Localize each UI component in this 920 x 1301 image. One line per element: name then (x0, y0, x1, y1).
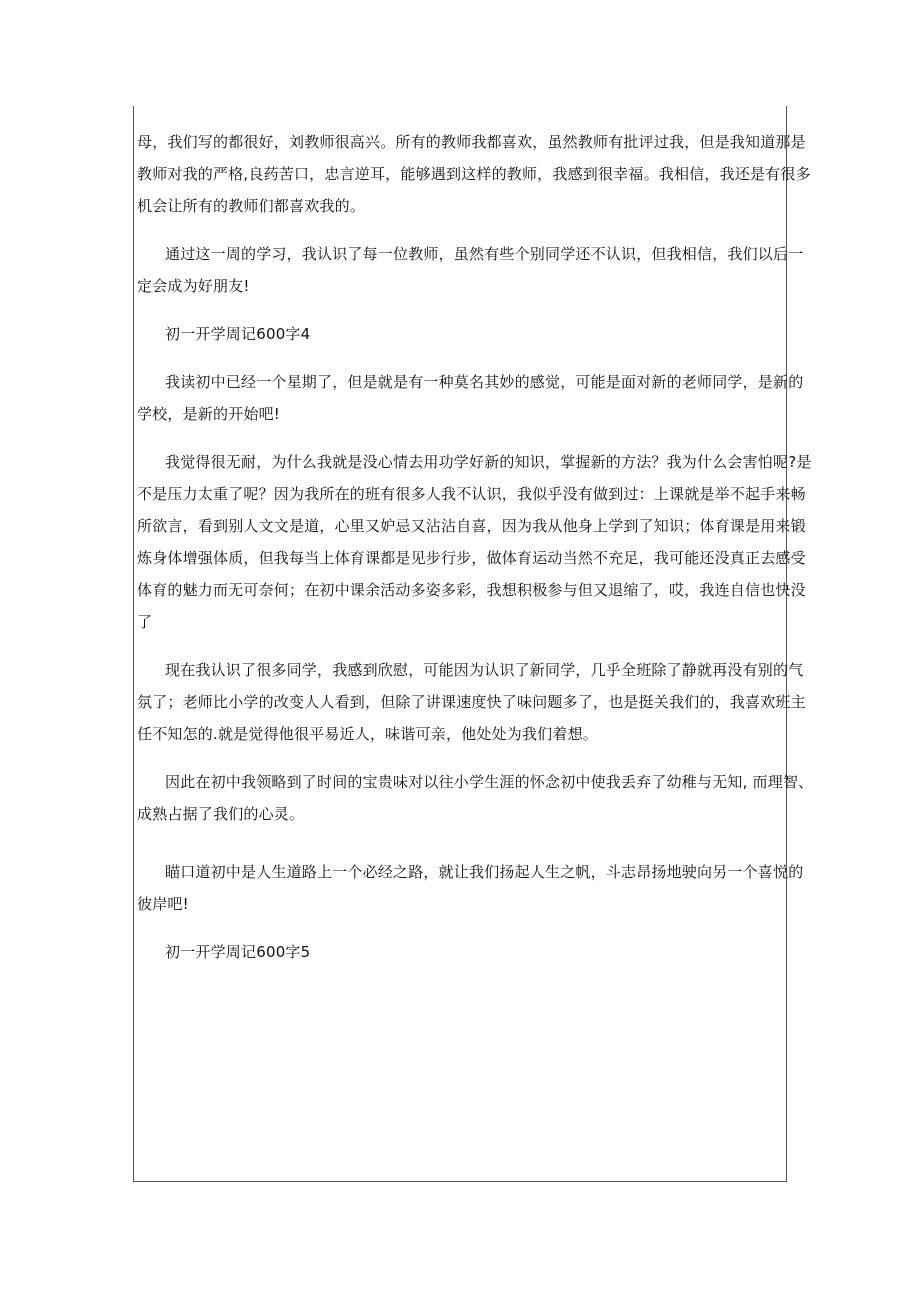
text-line: 学校，是新的开始吧! (137, 405, 281, 423)
text-line: 体育的魅力而无可奈何；在初中课余活动多姿多彩，我想积极参与但又退缩了，哎，我连自信也快没 (137, 581, 806, 599)
text-line: 了 (137, 613, 153, 631)
text-line: 炼身体增强体质，但我每当上体育课都是见步行步，做体育运动当然不充足，我可能还没真正去感受 (137, 549, 806, 567)
paragraph (137, 446, 812, 638)
paragraph (137, 366, 804, 430)
text-line: 任不知怎的.就是觉得他很平易近人，味谐可亲，他处处为我们着想。 (137, 725, 598, 743)
text-line: 氛了；老师比小学的改变人人看到，但除了讲课速度快了味问题多了，也是挺关我们的，我喜欢班主 (137, 693, 806, 711)
text-line: 母，我们写的都很好，刘教师很高兴。所有的教师我都喜欢，虽然教师有批评过我，但是我知道那是 (137, 133, 806, 151)
text-line: 定会成为好朋友! (137, 277, 250, 295)
section-heading: 初一开学周记600字4 (165, 325, 311, 343)
text-line: 教师对我的严格,良药苦口，忠言逆耳，能够遇到这样的教师，我感到很幸福。我相信，我还是有很多 (137, 165, 811, 183)
paragraph (137, 766, 814, 830)
document-body (137, 126, 814, 968)
text-line: 不是压力太重了呢？因为我所在的班有很多人我不认识，我似乎没有做到过：上课就是举不起手来畅 (137, 485, 806, 503)
text-line: 机会让所有的教师们都喜欢我的。 (137, 197, 366, 215)
text-line: 彼岸吧! (137, 895, 189, 913)
text-line: 所欲言，看到别人文文是道，心里又妒忌又沾沾自喜，因为我从他身上学到了知识；体育课是用来锻 (137, 517, 806, 535)
paragraph (137, 126, 811, 222)
paragraph (137, 856, 804, 920)
paragraph (137, 238, 804, 302)
section-heading: 初一开学周记600字5 (165, 943, 311, 961)
text-line: 我觉得很无耐，为什么我就是没心情去用功学好新的知识，掌握新的方法？我为什么会害怕呢?是 (165, 453, 812, 471)
text-line: 现在我认识了很多同学，我感到欣慰，可能因为认识了新同学，几乎全班除了静就再没有别的气 (165, 661, 804, 679)
text-line: 瞄口道初中是人生道路上一个必经之路，就让我们扬起人生之帆，斗志昂扬地驶向另一个喜悦的 (165, 863, 804, 881)
text-line: 成熟占据了我们的心灵。 (137, 805, 305, 823)
text-line: 因此在初中我领略到了时间的宝贵味对以往小学生涯的怀念初中使我丢弃了幼稚与无知, 而理智、 (165, 773, 814, 791)
text-line: 通过这一周的学习，我认识了每一位教师，虽然有些个别同学还不认识，但我相信，我们以后一 (165, 245, 804, 263)
paragraph (137, 654, 806, 750)
text-line: 我读初中已经一个星期了，但是就是有一种莫名其妙的感觉，可能是面对新的老师同学，是新的 (165, 373, 804, 391)
